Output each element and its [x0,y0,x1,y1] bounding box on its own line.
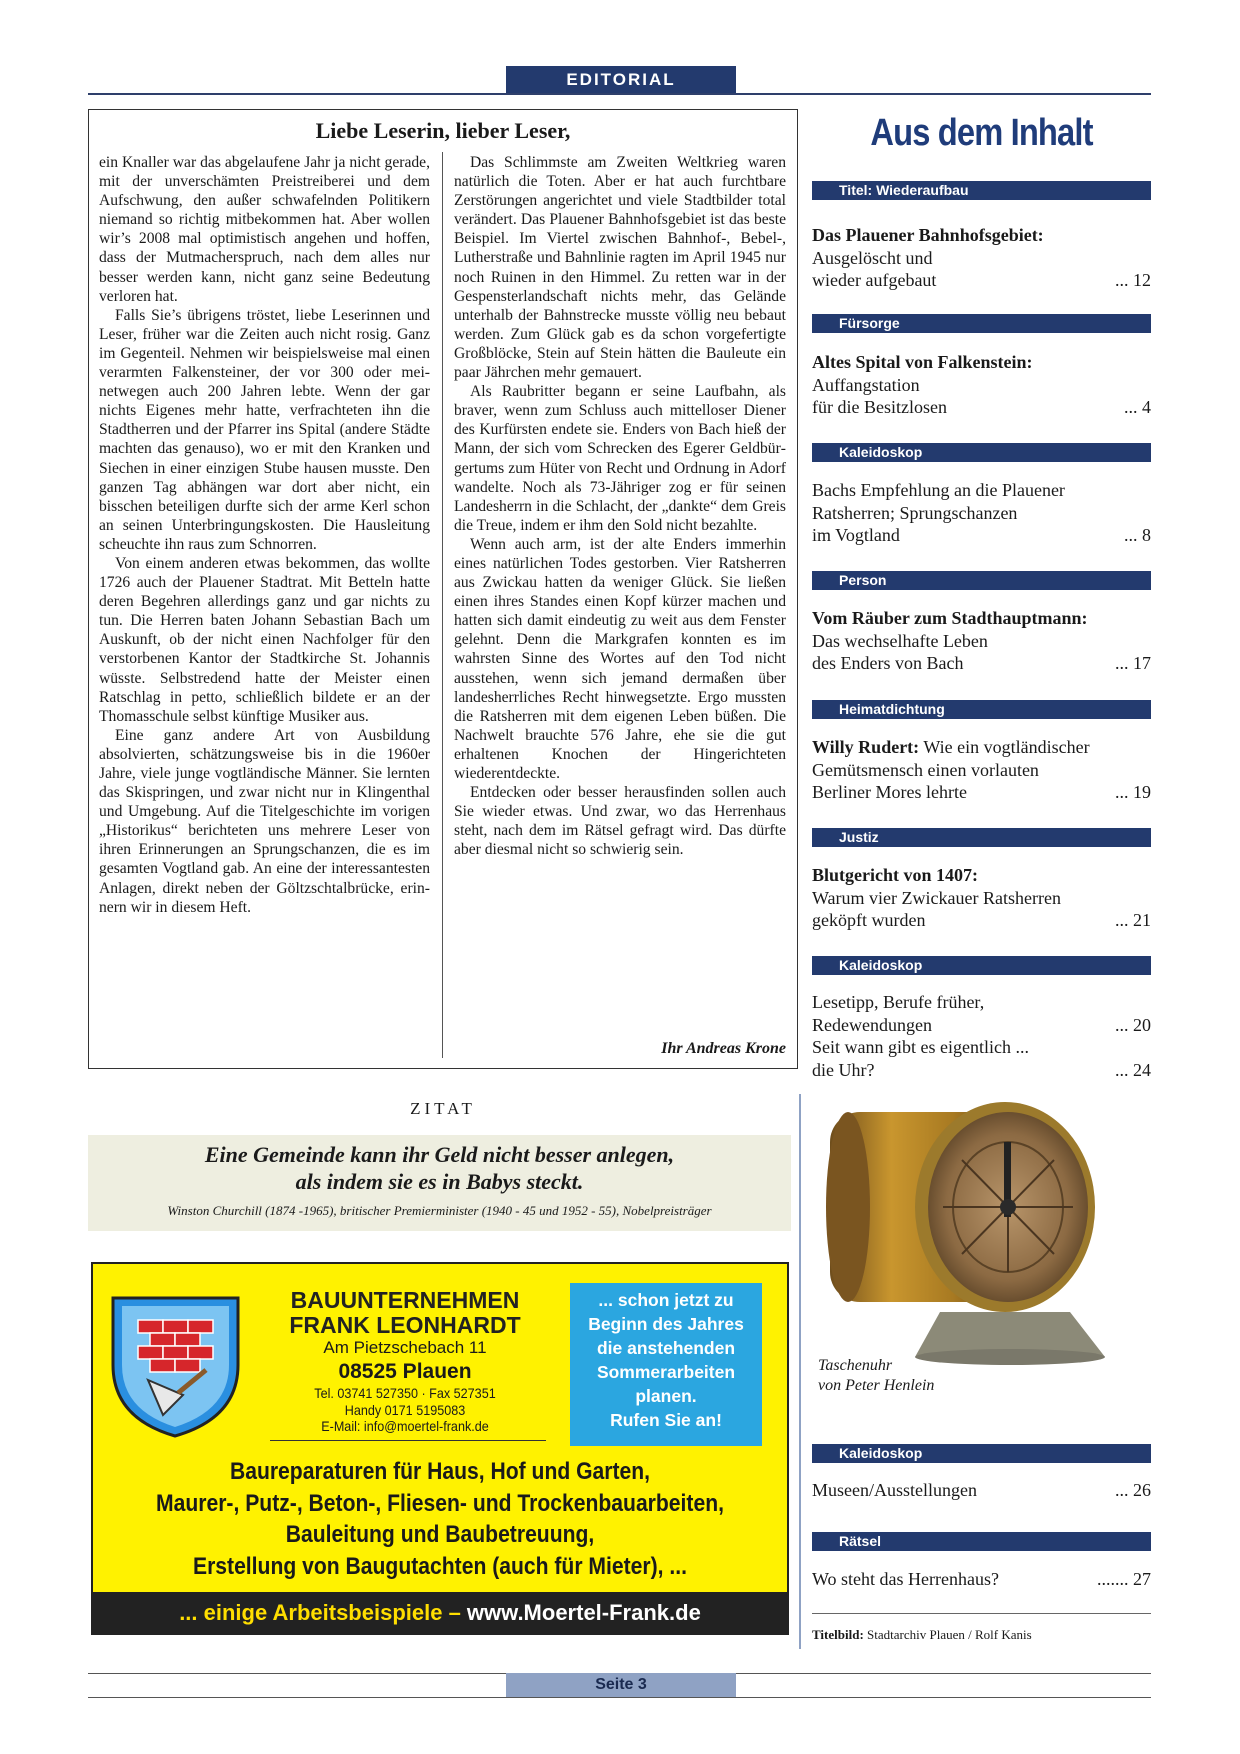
toc-entry-bach[interactable]: Bachs Empfehlung an die Plauener Ratsherren; Sprungschanzen im Vogtland ... 8 [812,480,1151,546]
page-ref: ....... 27 [1097,1569,1151,1589]
toc-entry-rudert[interactable]: Willy Rudert: Wie ein vogtländischer Gemütsmensch einen vorlauten Berliner Mores lehrte ... 19 [812,737,1151,803]
toc-category-person: Person [812,571,1151,590]
ad-callout: ... schon jetzt zu Beginn des Jahres die anstehenden Sommerarbeiten planen. Rufen Sie an! [570,1283,762,1446]
ad-divider [270,1440,546,1441]
editorial-title: Liebe Leserin, lieber Leser, [315,118,571,143]
toc-category-kaleidoskop: Kaleidoskop [812,443,1151,462]
ad-services: Baureparaturen für Haus, Hof und Garten, Maurer-, Putz-, Beton-, Fliesen- und Trockenbauarbeiten, Bauleitung und Baubetreuung, Erstellung von Baugutachten (auch für Mieter), ... [156,1458,724,1580]
toc-category-justiz: Justiz [812,828,1151,847]
pocket-watch-image [820,1082,1140,1382]
editorial-column-1 [99,153,430,917]
editorial-signature: Ihr Andreas Krone [661,1040,786,1057]
toc-entry-spital[interactable]: Altes Spital von Falkenstein: Auffangstation für die Besitzlosen ... 4 [812,352,1151,418]
page-ref: ... 24 [1115,1059,1151,1080]
page-number: Seite 3 [506,1673,736,1697]
toc-entry-uhr[interactable]: Seit wann gibt es eigentlich ... die Uhr? ... 24 [812,1037,1151,1080]
toc-divider [799,1094,801,1649]
page-ref: ... 20 [1115,1014,1151,1035]
quote-text: Eine Gemeinde kann ihr Geld nicht besser anlegen, als indem sie es in Babys steckt. [204,1142,675,1194]
page-ref: ... 4 [1124,397,1151,418]
toc-category-heimatdichtung: Heimatdichtung [812,700,1151,719]
paragraph: Von einem anderen etwas bekommen, das wollte 1726 auch der Plauener Stadtrat. Mit Betteln hatte deren Begehren allerdings ganz und gar nichts zu tun. Die Herren baten Johann Sebastian Bach um Auskunft, ob der nicht einen Nachfolger für den verstorbenen Kantor der Stadtkirche St. Johannis wüsste. Selbstredend hatte der Meister einen Ratschlag in petto, schließlich bildete er an der Thomasschule selbst künftige Musiker aus. [99,554,430,725]
trowel-shield-icon [108,1290,243,1440]
toc-entry-enders[interactable]: Vom Räuber zum Stadthauptmann: Das wechselhafte Leben des Enders von Bach ... 17 [812,608,1151,674]
paragraph: Als Raubritter begann er seine Laufbahn, als braver, wenn zum Schluss auch mittelloser Diener des Kurfürsten endete sie. Enders von Bach hieß der Mann, der sich vom Schrecken des Egerer Geldbürgertums zum Hüter von Recht und Ordnung in Adorf wandelte. Noch als 73-Jähriger zog er für seinen Landesherrn in die Schlacht, der „dankte“ dem Greis die Treue, indem er ihm den Sold nicht bezahlte. [454,383,786,534]
page-ref: ... 12 [1115,270,1151,291]
page-ref: ... 21 [1115,910,1151,931]
paragraph: Das Schlimmste am Zweiten Weltkrieg waren natürlich die Toten. Aber er hat auch furchtbare Zerstörungen angerichtet und viele Stadtbilder total verändert. Das Plauener Bahnhofsgebiet ist das beste Beispiel. Im Viertel zwischen Bahnhof-, Bebel-, Lutherstraße und Bahnlinie ragten im April 1945 nur noch Ruinen in den Himmel. Zu retten war in der Gespensterlandschaft nichts mehr, das Gelände unterhalb der Bahnstrecke musste völlig neu bebaut werden. Zum Glück gab es da schon vorgefertigte Großblöcke, Stein auf Stein hätten die Bauleute ein paar Jährchen mehr gemauert. [454,154,786,382]
toc-entry-bahnhofsgebiet[interactable]: Das Plauener Bahnhofsgebiet: Ausgelöscht und wieder aufgebaut ... 12 [812,225,1151,291]
cover-credit: Titelbild: Stadtarchiv Plauen / Rolf Kanis [812,1627,1032,1642]
toc-entry-herrenhaus[interactable]: Wo steht das Herrenhaus? ....... 27 [812,1569,1151,1589]
toc-bottom-rule [812,1613,1151,1614]
ad-company-name: BAUUNTERNEHMEN FRANK LEONHARDT [289,1287,521,1338]
ad-website-link[interactable]: ... einige Arbeitsbeispiele – www.Moertel-Frank.de [93,1592,787,1633]
footer-rule [88,1697,1151,1698]
header-rule [88,93,1151,95]
ad-street: Am Pietzschebach 11 [323,1338,487,1357]
ad-contact: Tel. 03741 527350 · Fax 527351 Handy 0171 5195083 E-Mail: info@moertel-frank.de [314,1385,496,1434]
column-divider [442,152,443,1058]
page-ref: ... 26 [1115,1480,1151,1500]
paragraph: Entdecken oder besser herausfinden sollen auch Sie wieder etwas. Und zwar, wo das Herrenhaus steht, nach dem im Rätsel gefragt wird. Das dürfte aber diesmal nicht so schwierig sein. [454,784,786,859]
toc-entry-museen[interactable]: Museen/Ausstellungen ... 26 [812,1480,1151,1500]
toc-category-raetsel: Rätsel [812,1532,1151,1551]
quote-source: Winston Churchill (1874 -1965), britischer Premierminister (1940 - 45 und 1952 - 55), Nobelpreisträger [167,1203,712,1218]
editorial-column-2 [454,153,786,859]
section-label: EDITORIAL [506,66,736,93]
toc-category-fuersorge: Fürsorge [812,314,1151,333]
toc-entry-blutgericht[interactable]: Blutgericht von 1407: Warum vier Zwickauer Ratsherren geköpft wurden ... 21 [812,865,1151,931]
toc-category-kaleidoskop-3: Kaleidoskop [812,1444,1151,1463]
page-ref: ... 19 [1115,782,1151,803]
image-caption: Taschenuhr von Peter Henlein [818,1357,935,1394]
paragraph: Falls Sie’s übrigens tröstet, liebe Leserinnen und Leser, früher war die Zeiten auch nicht rosig. Ganz im Gegenteil. Nehmen wir beispielsweise mal einen verarmten Falkensteiner, der vor 300 oder meinetwegen auch 200 Jahren lebte. Wenn der gar nichts Eigenes mehr hatte, verfrachteten ihn die Stadtherren und der Pfarrer ins Spital (andere Städte machten das genauso), wo er mit den Kranken und Siechen in einer einzigen Stube hausen musste. Den ganzen Tag abhängen war dort aber nicht, ein bisschen beteiligen durfte sich der arme Kerl schon an seinen Unterbringungskosten. Die Hausleitung scheuchte ihn raus zum Schnorren. [99,306,430,553]
page-ref: ... 8 [1124,525,1151,546]
ad-city: 08525 Plauen [338,1360,472,1383]
quote-label: ZITAT [410,1099,476,1118]
toc-heading: Aus dem Inhalt [870,112,1093,154]
paragraph: Eine ganz andere Art von Ausbildung absolvierten, schätzungsweise bis in die 1960er Jahre, viele junge vogtländische Männer. Sie lernten das Skispringen, und zwar nicht nur in Klingenthal und Umgebung. Auf die Titelgeschichte im vorigen „Historikus“ berichteten uns mehrere Leser von ihren Erinnerungen an Sprungschanzen, die es im gesamten Vogtland gab. An eine der interessantesten Anlagen, direkt neben der Göltzschtalbrücke, erinnern wir in diesem Heft. [99,726,430,916]
page-ref: ... 17 [1115,653,1151,674]
toc-category-wiederaufbau: Titel: Wiederaufbau [812,181,1151,200]
paragraph: Wenn auch arm, ist der alte Enders immerhin eines natürlichen Todes gestorben. Vier Ratsherren aus Zwickau hatten da weniger Glück. Sie ließen einen ihres Standes einen Kopf kürzer machen und hatten sich damit eindeutig zu weit aus dem Fenster gelehnt. Denn die Markgrafen konnten es im wahrsten Sinne des Wortes auf den Tod nicht ausstehen, wenn sich jemand dermaßen über landesherrliches Recht hinwegsetzte. Ergo mussten die Ratsherren mit dem eigenen Leben büßen. Die Nachwelt brauchte 576 Jahre, ehe sie die gut erhaltenen Knochen der Hingerichteten wiederentdeckte. [454,535,786,782]
toc-category-kaleidoskop-2: Kaleidoskop [812,956,1151,975]
toc-entry-lesetipp[interactable]: Lesetipp, Berufe früher, Redewendungen ... 20 [812,992,1151,1035]
paragraph: ein Knaller war das abgelaufene Jahr ja nicht gerade, mit der unverschämten Preistreiberei und dem Aufschwung, den außer schwafelnden Politikern niemand so richtig mitbekommen hat. Aber wollen wir’s 2008 mal optimistisch angehen und hoffen, dass der Mutmacherspruch, nach dem alles nur besser werden kann, nicht ganz seine Bedeutung verloren hat. [99,154,430,305]
